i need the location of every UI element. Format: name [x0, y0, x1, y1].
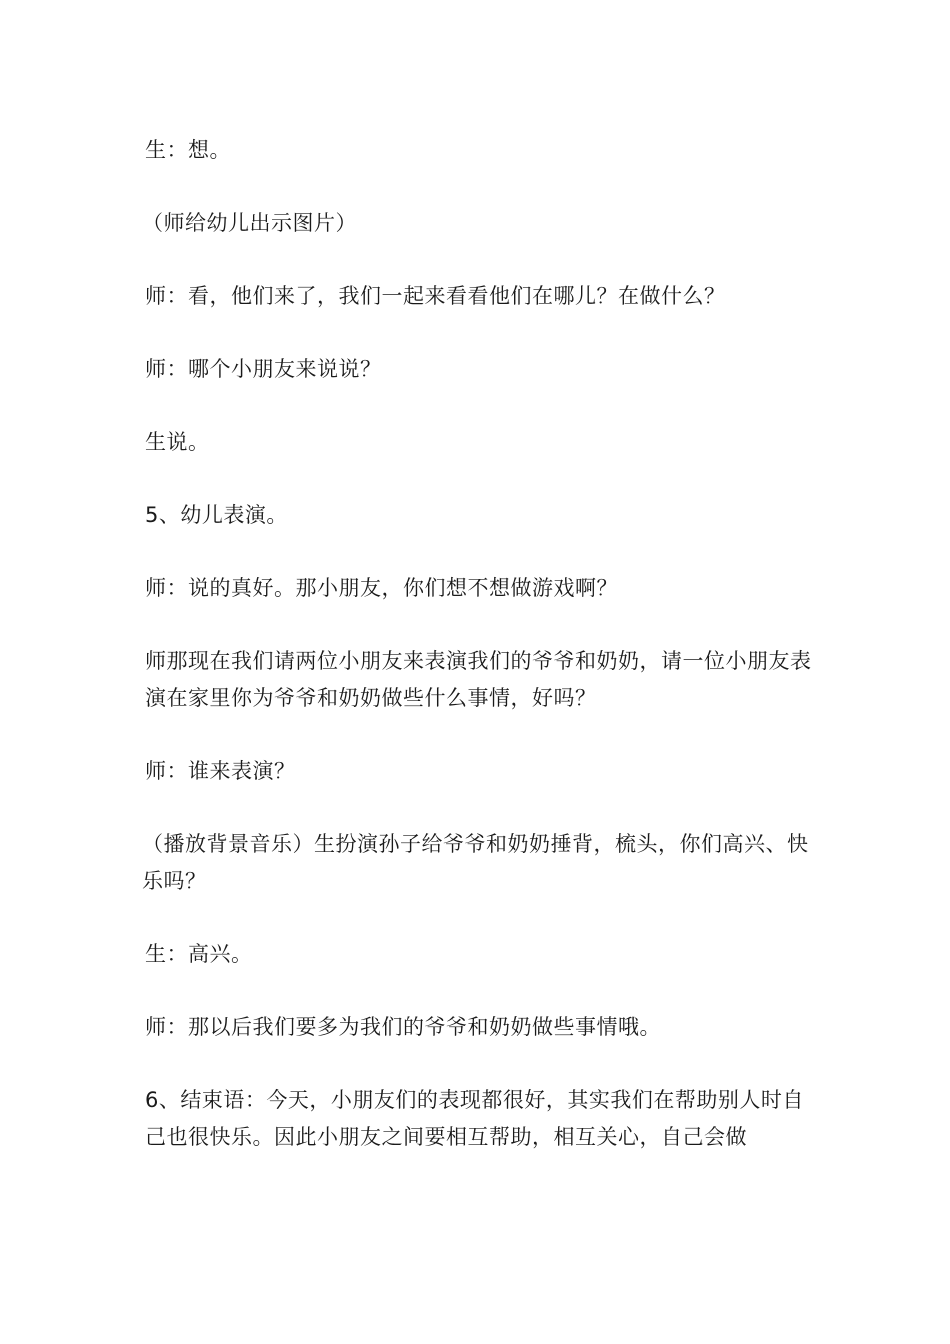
- paragraph-12: 师：那以后我们要多为我们的爷爷和奶奶做些事情哦。: [145, 1015, 661, 1039]
- paragraph-13: 6、结束语：今天，小朋友们的表现都很好，其实我们在帮助别人时自己也很快乐。因此小朋友之间要相互帮助，相互关心，自己会做: [145, 1088, 804, 1149]
- paragraph-9: 师：谁来表演？: [145, 759, 296, 783]
- paragraph-5: 生说。: [145, 430, 210, 454]
- paragraph-7: 师：说的真好。那小朋友，你们想不想做游戏啊？: [145, 576, 618, 600]
- paragraph-3: 师：看，他们来了，我们一起来看看他们在哪儿？在做什么？: [145, 284, 726, 308]
- paragraph-4: 师：哪个小朋友来说说？: [145, 357, 382, 381]
- paragraph-8: 师那现在我们请两位小朋友来表演我们的爷爷和奶奶，请一位小朋友表演在家里你为爷爷和奶奶做些什么事情，好吗？: [145, 649, 812, 710]
- paragraph-1: 生：想。: [145, 138, 231, 162]
- paragraph-11: 生：高兴。: [145, 942, 253, 966]
- paragraph-6: 5、幼儿表演。: [145, 503, 288, 527]
- paragraph-2: （师给幼儿出示图片）: [142, 211, 357, 235]
- paragraph-10: （播放背景音乐）生扮演孙子给爷爷和奶奶捶背，梳头，你们高兴、快乐吗？: [142, 832, 809, 893]
- document-body: [142, 132, 815, 1192]
